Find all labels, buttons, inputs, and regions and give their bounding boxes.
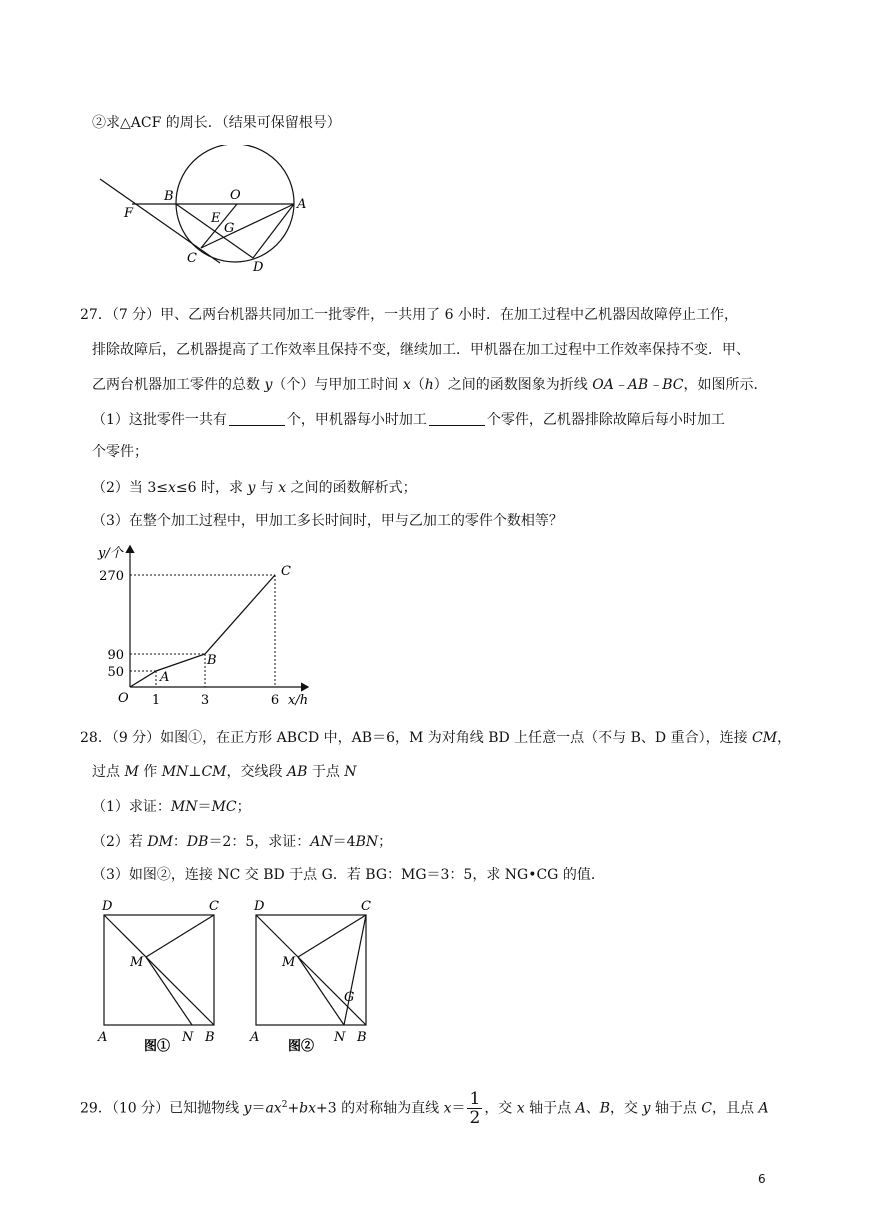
q28-part3: （3）如图②，连接 NC 交 BD 于点 G．若 BG：MG＝3：5，求 NG•CG 的值．: [92, 867, 605, 883]
point-label-B: B: [207, 653, 217, 668]
y-tick-50: 50: [107, 665, 124, 680]
q28-figure-2: [244, 895, 382, 1057]
fig1-caption: 图①: [144, 1039, 171, 1054]
q28-figure-1: [92, 895, 230, 1057]
q26-part2: ②求△ACF 的周长．（结果可保留根号）: [92, 115, 341, 131]
fig2-label-b: B: [357, 1030, 367, 1045]
fig1-label-c: C: [209, 899, 219, 914]
q27-part3: （3）在整个加工过程中，甲加工多长时间时，甲与乙加工的零件个数相等？: [92, 513, 563, 529]
answer-blank-1: [229, 411, 285, 426]
q26-label-e: E: [211, 211, 221, 226]
q26-label-o: O: [230, 188, 241, 203]
q27-line1: 27．（7 分）甲、乙两台机器共同加工一批零件，一共用了 6 小时．在加工过程中乙机器因故障停止工作，: [80, 307, 738, 323]
q26-circle-figure: [90, 145, 320, 285]
q26-label-d: D: [253, 260, 264, 275]
q27-part2: （2）当 3≤x≤6 时，求 y 与 x 之间的函数解析式；: [92, 480, 417, 496]
q28-line1: 28．（9 分）如图①，在正方形 ABCD 中，AB＝6，M 为对角线 BD 上任意一点（不与 B、D 重合），连接 CM，: [80, 730, 792, 746]
series-line: [130, 575, 275, 687]
q27-part1: （1）这批零件一共有 个，甲机器每小时加工 个零件，乙机器排除故障后每小时加工: [92, 412, 725, 428]
q26-label-a: A: [297, 197, 307, 212]
fig2-caption: 图②: [288, 1039, 315, 1054]
q27-function-graph: [90, 540, 320, 710]
fig2-label-d: D: [254, 899, 265, 914]
fig1-label-b: B: [205, 1030, 215, 1045]
x-tick-6: 6: [270, 693, 280, 708]
fig1-label-n: N: [182, 1030, 194, 1045]
y-axis-label: y/个: [98, 546, 123, 561]
fig2-label-g: G: [344, 990, 355, 1005]
fig1-label-d: D: [102, 899, 113, 914]
fig2-label-c: C: [361, 899, 371, 914]
fig1-label-a: A: [98, 1030, 108, 1045]
q26-label-b: B: [164, 189, 174, 204]
q26-label-g: G: [224, 221, 235, 236]
page-number: 6: [758, 1172, 766, 1186]
fig2-label-n: N: [334, 1030, 346, 1045]
fraction-one-half: $\frac{1}{2}$: [469, 1089, 481, 1129]
x-tick-1: 1: [151, 693, 161, 708]
q28-part1: （1）求证：MN＝MC；: [92, 799, 251, 815]
q26-label-c: C: [187, 251, 197, 266]
y-tick-90: 90: [107, 648, 124, 663]
point-label-C: C: [281, 564, 291, 579]
fig2-label-a: A: [250, 1030, 260, 1045]
q28-part2: （2）若 DM：DB＝2：5，求证：AN＝4BN；: [92, 834, 393, 850]
q27-line2: 排除故障后，乙机器提高了工作效率且保持不变，继续加工．甲机器在加工过程中工作效率保持不变．甲、: [92, 342, 750, 358]
point-labels: [159, 564, 291, 685]
q28-line2: 过点 M 作 MN⊥CM，交线段 AB 于点 N: [92, 764, 357, 780]
x-axis-label: x/h: [288, 693, 309, 708]
point-label-A: A: [160, 670, 170, 685]
q26-label-f: F: [124, 206, 134, 221]
x-tick-3: 3: [200, 693, 210, 708]
fig2-label-m: M: [282, 955, 296, 970]
answer-blank-2: [429, 411, 485, 426]
origin-label: O: [118, 691, 129, 706]
y-tick-270: 270: [99, 569, 124, 584]
guide-lines: [130, 575, 275, 687]
fig1-label-m: M: [130, 955, 144, 970]
q27-part1-cont: 个零件；: [92, 444, 148, 460]
q29-line1: 29．（10 分）已知抛物线 $y=ax^2+bx+3$ 的对称轴为直线 x＝ $\frac{1}{2}$ ，交 x 轴于点 A、B，交 y 轴于点 C，且点 A: [80, 1089, 769, 1129]
q27-line3: 乙两台机器加工零件的总数 y（个）与甲加工时间 x（h）之间的函数图象为折线 OA﹣AB﹣BC，如图所示．: [92, 377, 768, 393]
